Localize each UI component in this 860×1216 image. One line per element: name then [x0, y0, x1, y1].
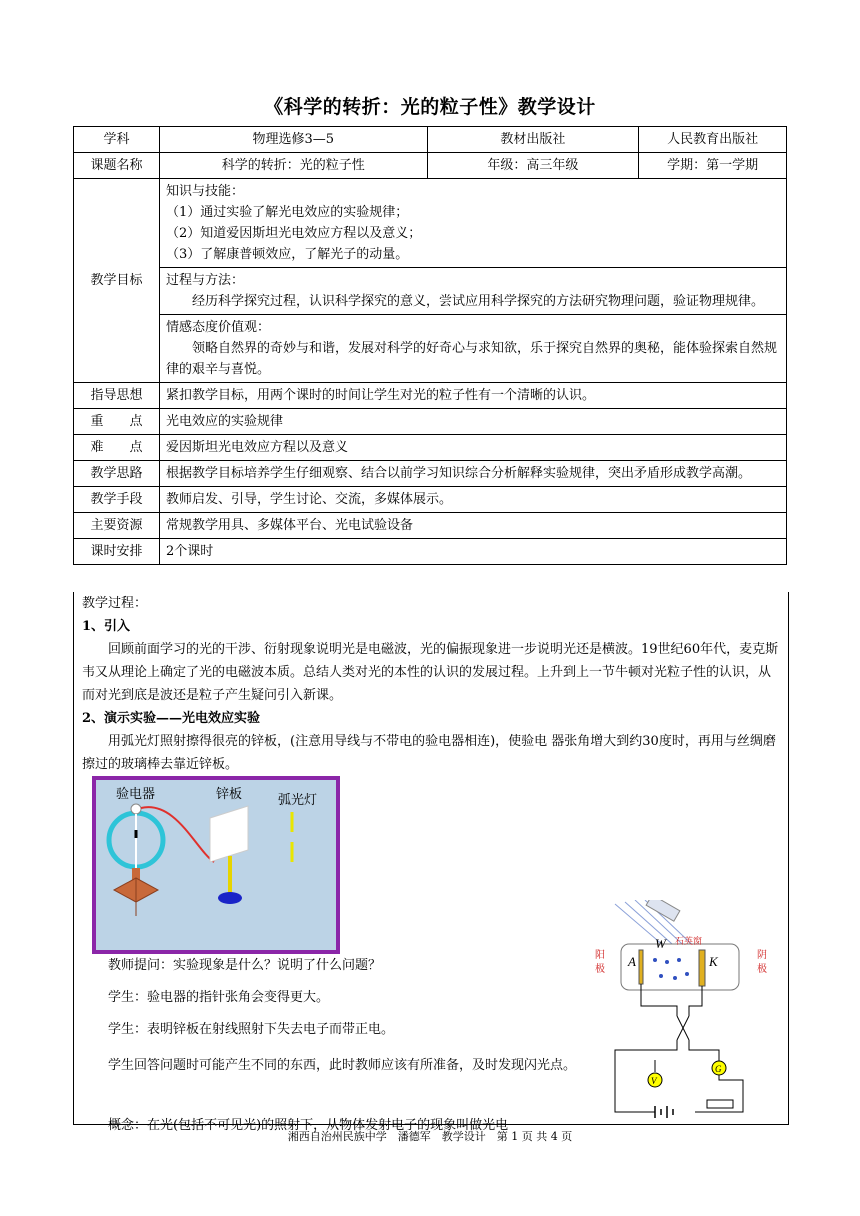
table-row: [74, 268, 787, 315]
table-row: [74, 153, 787, 179]
subject-label: 学科: [74, 127, 160, 153]
difficulty-label: 难 点: [74, 435, 160, 461]
grade-value: 年级：高三年级: [427, 153, 639, 179]
knowledge-item: （1）通过实验了解光电效应的实验规律；: [165, 205, 409, 220]
guiding-value: 紧扣教学目标，用两个课时的时间让学生对光的粒子性有一个清晰的认识。: [159, 383, 786, 409]
means-label: 教学手段: [74, 487, 160, 513]
attitude-text: 领略自然界的奇妙与和谐，发展对科学的好奇心与求知欲，乐于探究自然界的奥秘，能体验探索自然规律的艰辛与喜悦。: [165, 341, 777, 377]
table-row: [74, 539, 787, 565]
process-method-cell: [159, 268, 786, 315]
arc-lamp-label: 弧光灯: [278, 792, 318, 807]
zinc-plate-label: 锌板: [216, 786, 243, 801]
objectives-label: 教学目标: [74, 179, 160, 383]
process-heading: 教学过程：: [82, 596, 148, 611]
table-row: [74, 127, 787, 153]
photoelectric-circuit-figure: [595, 900, 771, 1120]
attitude-cell: [159, 315, 786, 383]
topic-value: 科学的转折：光的粒子性: [159, 153, 427, 179]
schedule-label: 课时安排: [74, 539, 160, 565]
knowledge-item: （3）了解康普顿效应，了解光子的动量。: [165, 247, 409, 262]
key-point-label: 重 点: [74, 409, 160, 435]
difficulty-value: 爱因斯坦光电效应方程以及意义: [159, 435, 786, 461]
teacher-note: 学生回答问题时可能产生不同的东西，此时教师应该有所准备，及时发现闪光点。: [108, 1058, 577, 1073]
section-demo-text: 用弧光灯照射擦得很亮的锌板，(注意用导线与不带电的验电器相连)，使验电 器张角增大到约30度时，再用与丝绸磨擦过的玻璃棒去靠近锌板。: [82, 734, 776, 772]
lesson-info-table: [73, 126, 787, 565]
teacher-question: 教师提问：实验现象是什么？说明了什么问题？: [108, 958, 382, 973]
key-point-value: 光电效应的实验规律: [159, 409, 786, 435]
electroscope-icon: [109, 804, 163, 916]
table-row: [74, 179, 787, 268]
knowledge-item: （2）知道爱因斯坦光电效应方程以及意义；: [165, 226, 422, 241]
electroscope-figure: [92, 776, 340, 954]
label-v: V: [651, 1076, 657, 1086]
document-title: 《科学的转折：光的粒子性》教学设计: [264, 96, 596, 118]
knowledge-cell: [159, 179, 786, 268]
knowledge-heading: 知识与技能：: [165, 184, 244, 199]
publisher-label: 教材出版社: [427, 127, 639, 153]
student-answer: 学生：表明锌板在射线照射下失去电子而带正电。: [108, 1022, 395, 1037]
process-text: 经历科学探究过程，认识科学探究的意义，尝试应用科学探究的方法研究物理问题，验证物理规律。: [191, 294, 764, 309]
approach-value: 根据教学目标培养学生仔细观察、结合以前学习知识综合分析解释实验规律，突出矛盾形成教学高潮。: [159, 461, 786, 487]
table-row: [74, 513, 787, 539]
table-row: [74, 315, 787, 383]
approach-label: 教学思路: [74, 461, 160, 487]
table-row: [74, 383, 787, 409]
resources-label: 主要资源: [74, 513, 160, 539]
rheostat-icon: [707, 1100, 733, 1108]
term-value: 学期：第一学期: [639, 153, 787, 179]
section-intro-title: 1、引入: [82, 619, 131, 634]
table-row: [74, 435, 787, 461]
label-a: A: [628, 954, 636, 969]
page-footer: 湘西自治州民族中学 潘德军 教学设计 第 1 页 共 4 页: [287, 1130, 573, 1143]
resources-value: 常规教学用具、多媒体平台、光电试验设备: [159, 513, 786, 539]
topic-label: 课题名称: [74, 153, 160, 179]
zinc-plate-icon: [210, 806, 248, 904]
circuit-wires-icon: [615, 984, 743, 1112]
svg-text:极: 极: [757, 964, 767, 975]
guiding-label: 指导思想: [74, 383, 160, 409]
schedule-value: 2个课时: [159, 539, 786, 565]
label-g: G: [715, 1064, 722, 1074]
label-anode: 阳: [595, 950, 605, 961]
label-w: W: [655, 936, 666, 951]
subject-value: 物理选修3—5: [159, 127, 427, 153]
section-demo-title: 2、演示实验——光电效应实验: [82, 711, 261, 726]
electroscope-label: 验电器: [116, 786, 156, 801]
svg-text:极: 极: [595, 964, 605, 975]
section-intro-text: 回顾前面学习的光的干涉、衍射现象说明光是电磁波，光的偏振现象进一步说明光还是横波。19世纪60年代，麦克斯韦又从理论上确定了光的电磁波本质。总结人类对光的本性的认识的发展过程。上升到上一节牛顿对光粒子性的认识，从而对光到底是波还是粒子产生疑问引入新课。: [82, 642, 779, 703]
table-row: [74, 487, 787, 513]
label-k: K: [709, 954, 718, 969]
concept-text: 概念：在光(包括不可见光)的照射下，从物体发射电子的现象叫做光电: [108, 1118, 509, 1133]
battery-icon: [655, 1106, 673, 1118]
table-row: [74, 409, 787, 435]
light-source-icon: [646, 900, 680, 921]
attitude-heading: 情感态度价值观：: [165, 320, 270, 335]
means-value: 教师启发、引导，学生讨论、交流，多媒体展示。: [159, 487, 786, 513]
label-quartz: 石英窗: [675, 936, 703, 946]
publisher-value: 人民教育出版社: [639, 127, 787, 153]
label-cathode: 阴: [757, 950, 767, 961]
process-heading: 过程与方法：: [165, 273, 244, 288]
student-answer: 学生：验电器的指针张角会变得更大。: [108, 990, 330, 1005]
teaching-process-section: [73, 592, 789, 1133]
table-row: [74, 461, 787, 487]
